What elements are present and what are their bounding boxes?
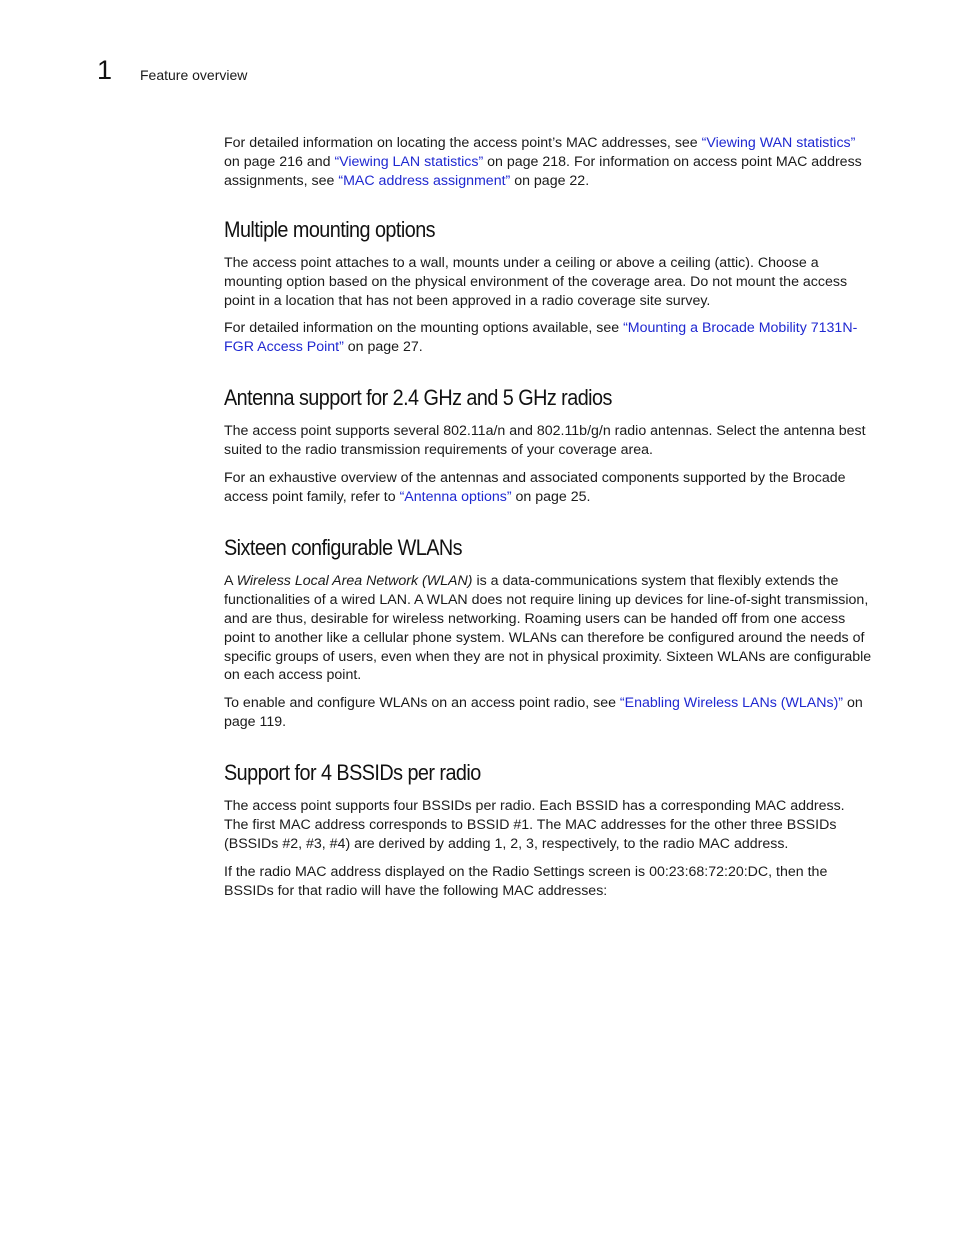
link-mounting-access-point[interactable]: “Mounting a Brocade Mobility 7131N-FGR Access Point” bbox=[224, 320, 858, 356]
heading-bssids-per-radio: Support for 4 BSSIDs per radio bbox=[224, 760, 481, 786]
intro-text-2: on page 216 and bbox=[224, 153, 335, 170]
wlans-text-2: is a data-communications system that flexibly extends the functionalities of a wired LAN. A WLAN does not require lining up devices for line-of-sight transmission, and are thus, desirable for wireless networking. Roaming users can be handed off from one access point to another like a cellular phone system. WLANs can therefore be configured around the needs of specific groups of users, even when they are not in physical proximity. Sixteen WLANs are configurable on each access point. bbox=[224, 572, 872, 684]
antenna-paragraph-1: The access point supports several 802.11a/n and 802.11b/g/n radio antennas. Select the antenna best suited to the radio transmission requirements of your coverage area. bbox=[224, 423, 866, 459]
antenna-paragraph-2 bbox=[224, 469, 872, 507]
intro-text-3: on page 218. For information on access point MAC address assignments, see bbox=[224, 153, 862, 189]
intro-paragraph bbox=[224, 134, 872, 191]
link-viewing-lan-statistics[interactable]: “Viewing LAN statistics” bbox=[334, 153, 484, 170]
heading-antenna-support: Antenna support for 2.4 GHz and 5 GHz radios bbox=[224, 385, 612, 411]
mounting-paragraph-1: The access point attaches to a wall, mounts under a ceiling or above a ceiling (attic). Choose a mounting option based on the physical environment of the coverage area. Do not mount the access point in a location that has not been approved in a radio coverage site survey. bbox=[224, 254, 848, 309]
mounting-text-1: For detailed information on the mounting options available, see bbox=[224, 320, 624, 337]
link-viewing-wan-statistics[interactable]: “Viewing WAN statistics” bbox=[701, 135, 856, 151]
intro-text-1: For detailed information on locating the access point’s MAC addresses, see bbox=[224, 135, 702, 151]
heading-mounting-options: Multiple mounting options bbox=[224, 216, 436, 242]
antenna-text-2: on page 25. bbox=[511, 488, 591, 505]
wlans-text-3: To enable and configure WLANs on an access point radio, see bbox=[224, 695, 620, 712]
link-mac-address-assignment[interactable]: “MAC address assignment” bbox=[338, 172, 511, 189]
intro-text-4: on page 22. bbox=[510, 172, 590, 189]
link-antenna-options[interactable]: “Antenna options” bbox=[399, 488, 512, 505]
running-head: Feature overview bbox=[140, 67, 248, 83]
link-enabling-wireless-lans[interactable]: “Enabling Wireless LANs (WLANs)” bbox=[619, 695, 844, 712]
bssid-paragraph-1: The access point supports four BSSIDs per radio. Each BSSID has a corresponding MAC address. The first MAC address corresponds to BSSID #1. The MAC addresses for the other three BSSIDs (BSSIDs #2, #3, #4) are derived by adding 1, 2, 3, respectively, to the radio MAC address. bbox=[224, 798, 845, 852]
chapter-number: 1 bbox=[97, 55, 113, 85]
wlans-text-4: on page 119. bbox=[224, 695, 863, 731]
mounting-paragraph-2 bbox=[224, 319, 872, 357]
wlans-paragraph-1 bbox=[224, 572, 872, 685]
antenna-text-1: For an exhaustive overview of the antennas and associated components supported by the Brocade access point family, refer to bbox=[224, 470, 846, 505]
wlans-paragraph-2 bbox=[224, 694, 872, 732]
heading-sixteen-wlans: Sixteen configurable WLANs bbox=[224, 534, 462, 560]
wlans-text-1: A bbox=[224, 572, 237, 589]
page-body bbox=[224, 134, 872, 901]
wlans-term-emphasis: Wireless Local Area Network (WLAN) bbox=[236, 572, 473, 589]
bssid-paragraph-2: If the radio MAC address displayed on the Radio Settings screen is 00:23:68:72:20:DC, then the BSSIDs for that radio will have the following MAC addresses: bbox=[224, 863, 828, 899]
mounting-text-2: on page 27. bbox=[343, 339, 423, 356]
